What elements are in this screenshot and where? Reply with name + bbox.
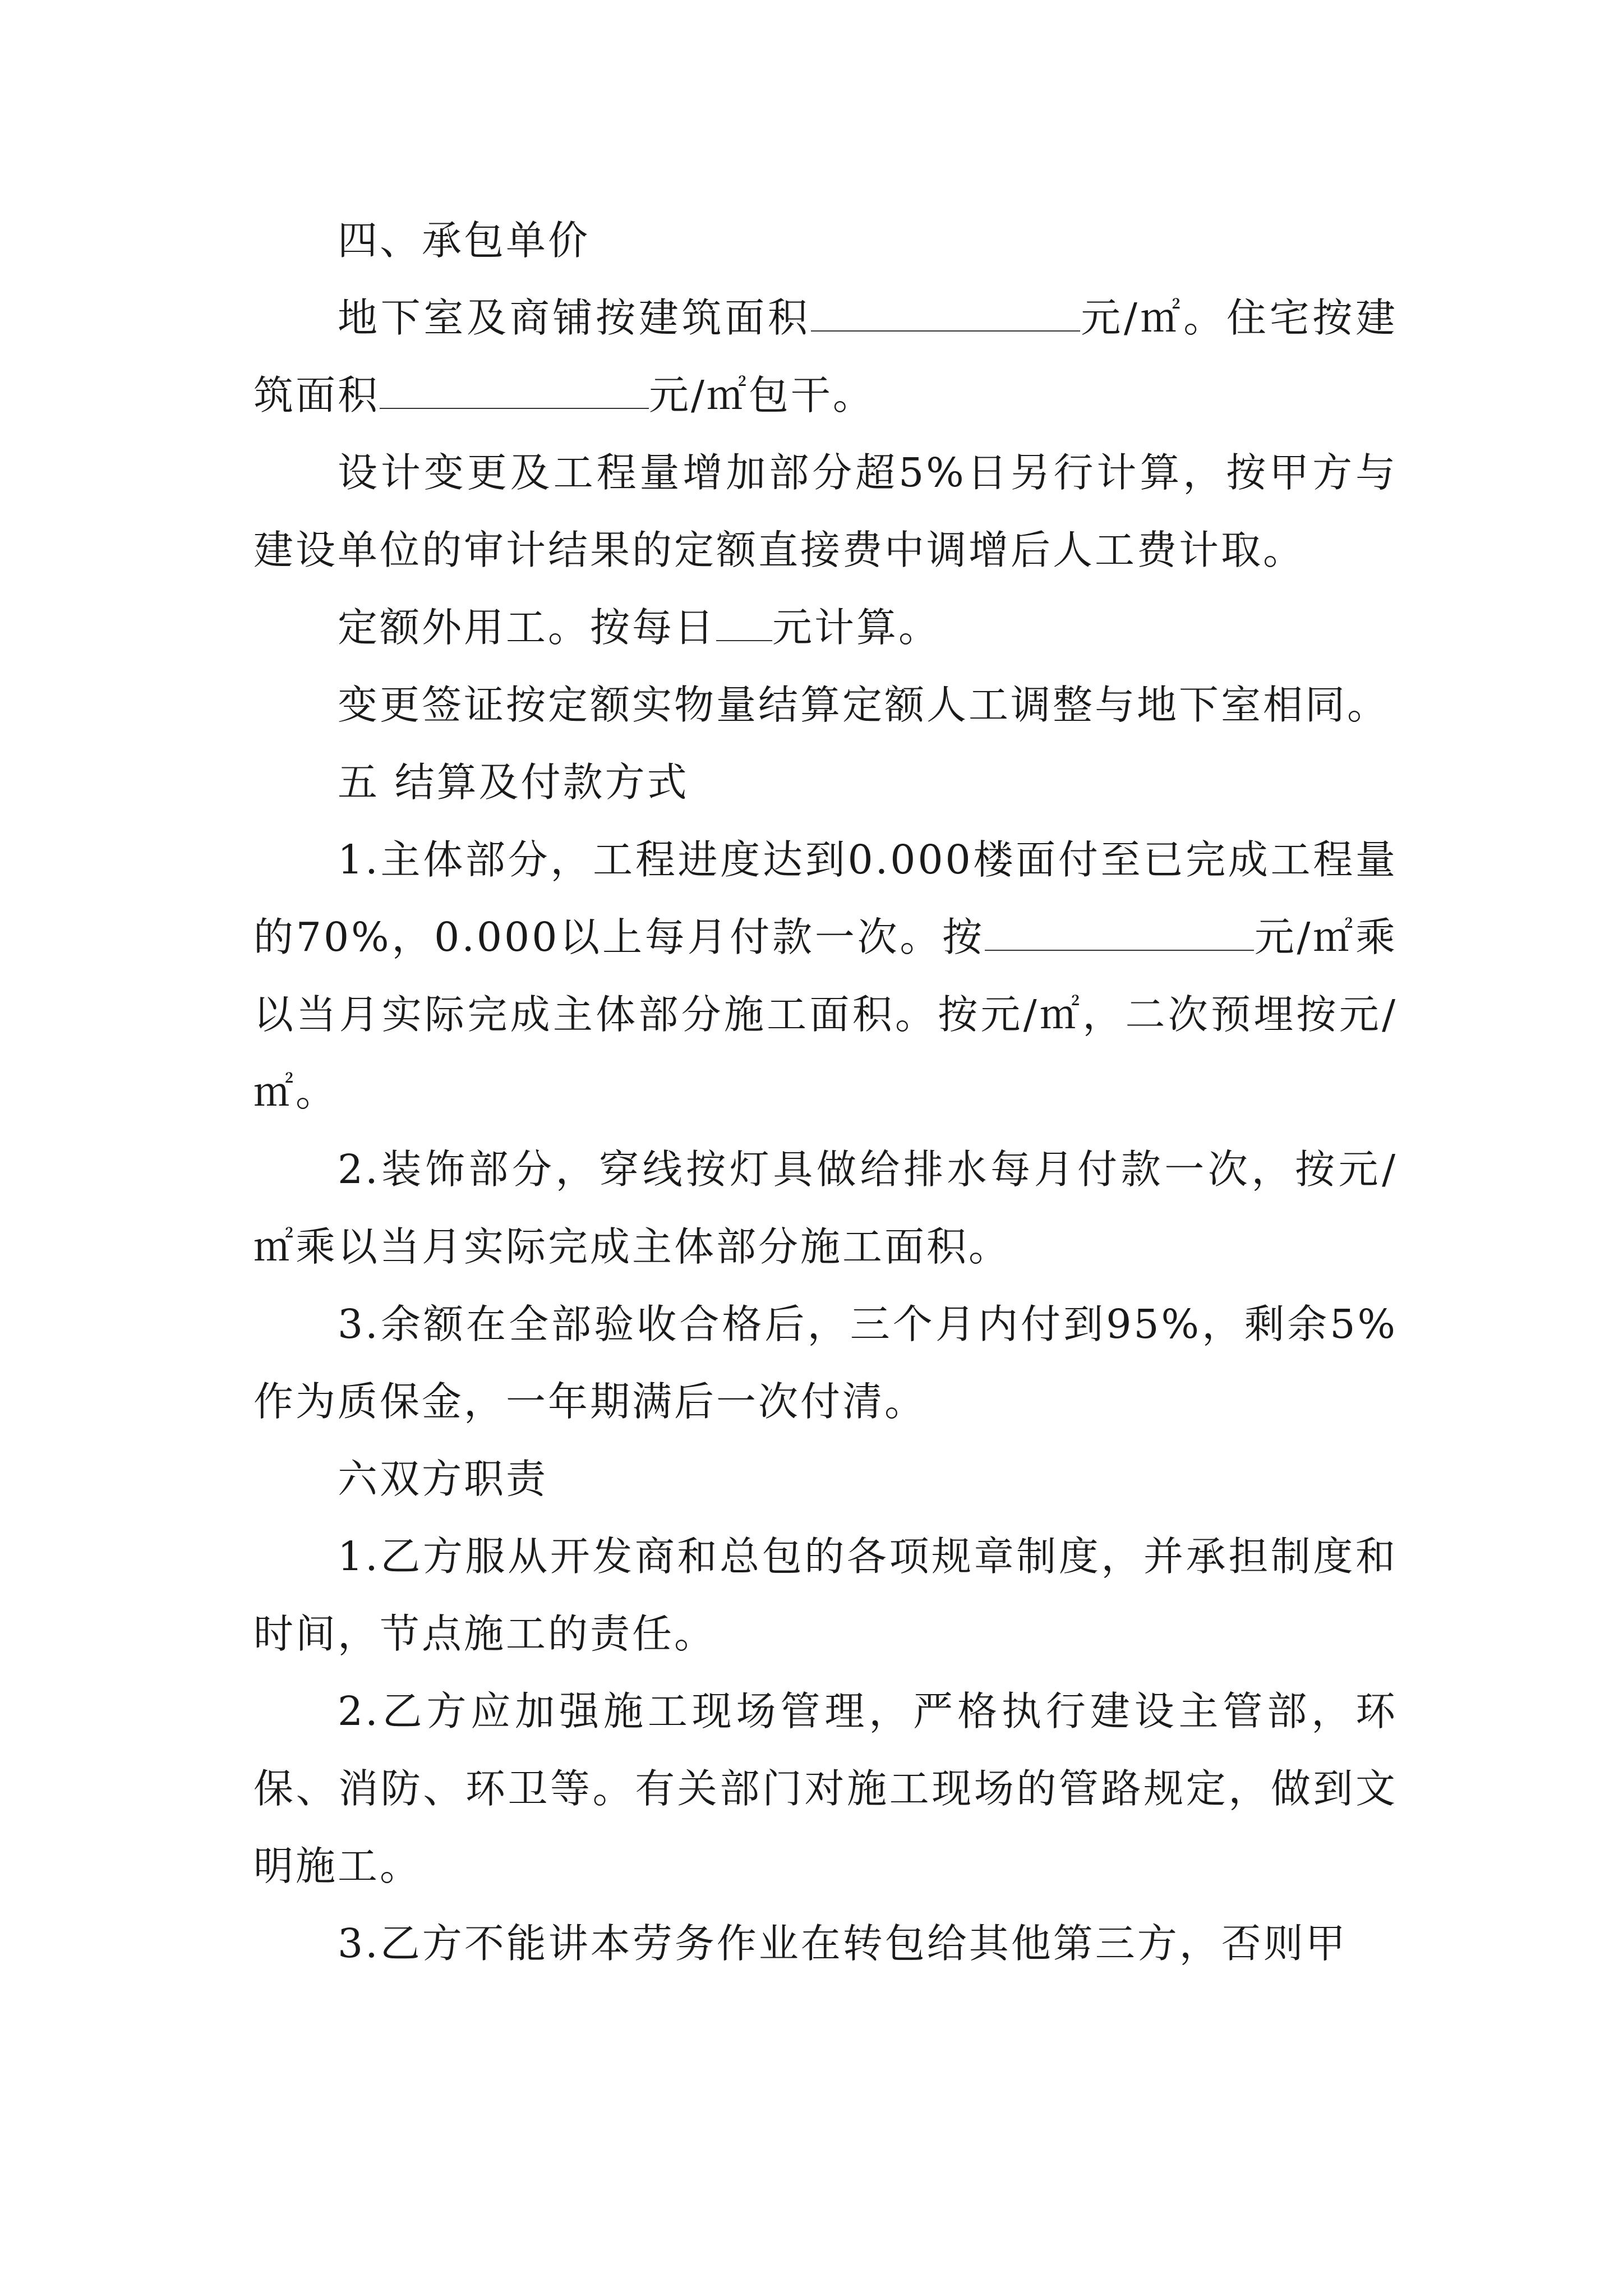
fill-in-blank bbox=[716, 605, 772, 641]
paragraph-responsibility-3: 3.乙方不能讲本劳务作业在转包给其他第三方，否则甲 bbox=[338, 1920, 1348, 1967]
paragraph-text: 地下室及商铺按建筑面积 bbox=[338, 295, 811, 341]
paragraph-text: 1.主体部分，工程进度达到0.000楼面付至已完成工程量的70%，0.000以上每月付款一次。按 bbox=[253, 836, 1398, 960]
document-body bbox=[253, 202, 1398, 1982]
fill-in-blank bbox=[380, 373, 649, 409]
paragraph-decoration-payment: 2.装饰部分，穿线按灯具做给排水每月付款一次，按元/㎡乘以当月实际完成主体部分施工面积。 bbox=[253, 1146, 1398, 1270]
paragraph-extra-labor bbox=[253, 589, 1398, 666]
paragraph-main-structure-payment bbox=[253, 821, 1398, 1131]
section-title-unit-price bbox=[253, 202, 1398, 279]
paragraph-text: 元/㎡乘以当月实际完成主体部分施工面积。按元/㎡，二次预埋按元/㎡。 bbox=[253, 914, 1398, 1115]
paragraph-text: 元/㎡。住宅按建筑面积 bbox=[253, 295, 1398, 418]
paragraph-design-change: 设计变更及工程量增加部分超5%日另行计算，按甲方与建设单位的审计结果的定额直接费中调增后人工费计取。 bbox=[253, 449, 1398, 573]
fill-in-blank bbox=[811, 296, 1080, 332]
paragraph-responsibility-1: 1.乙方服从开发商和总包的各项规章制度，并承担制度和时间，节点施工的责任。 bbox=[253, 1533, 1398, 1657]
section-title-settlement: 五 结算及付款方式 bbox=[338, 759, 689, 806]
paragraph-text: 元/㎡包干。 bbox=[649, 372, 875, 418]
paragraph-area-pricing bbox=[253, 279, 1398, 434]
paragraph-balance-payment: 3.余额在全部验收合格后，三个月内付到95%，剩余5%作为质保金，一年期满后一次付清。 bbox=[253, 1301, 1398, 1425]
paragraph-text: 元计算。 bbox=[772, 604, 941, 651]
section-title-text: 四、承包单价 bbox=[338, 217, 591, 264]
paragraph-text: 定额外用工。按每日 bbox=[338, 604, 717, 651]
fill-in-blank bbox=[985, 915, 1254, 951]
paragraph-change-visa: 变更签证按定额实物量结算定额人工调整与地下室相同。 bbox=[338, 682, 1390, 728]
paragraph-responsibility-2: 2.乙方应加强施工现场管理，严格执行建设主管部，环保、消防、环卫等。有关部门对施工现场的管路规定，做到文明施工。 bbox=[253, 1688, 1398, 1889]
section-title-responsibilities: 六双方职责 bbox=[338, 1456, 548, 1502]
